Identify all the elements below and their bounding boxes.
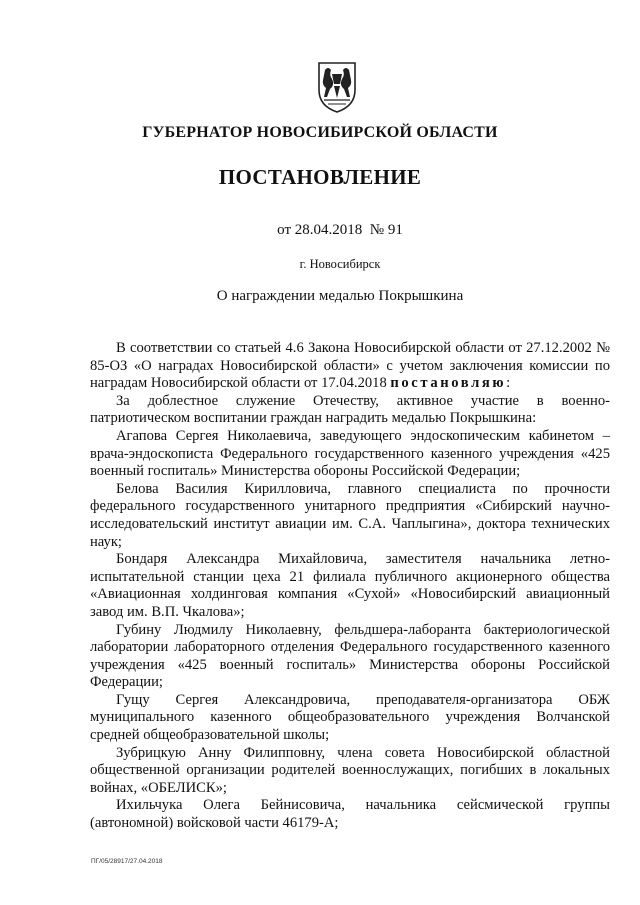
document-registration-code: ПГ/05/28917/27.04.2018	[91, 858, 163, 865]
document-date: от 28.04.2018	[277, 222, 363, 238]
decree-word: постановляю	[390, 375, 507, 392]
awardee-paragraph: Агапова Сергея Николаевича, заведующего эндоскопическим кабинетом – врача-эндоскописта Федерального государственного казенного учреждения «425 военный госпиталь» Министерства обороны Российской Федерации;	[90, 427, 610, 480]
date-number-line	[0, 222, 640, 239]
document-subject: О награждении медалью Покрышкина	[216, 288, 464, 304]
document-number: № 91	[369, 222, 403, 238]
awardee-paragraph: Бондаря Александра Михайловича, заместителя начальника летно-испытательной станции цеха 21 филиала публичного акционерного общества «Авиационная холдинговая компания «Сухой» «Новосибирский авиационный завод им. В.П. Чкалова»;	[90, 551, 610, 620]
awardee-paragraph: Гущу Сергея Александровича, преподавателя-организатора ОБЖ муниципального казенного общеобразовательного учреждения Волчанской средней общеобразовательной школы;	[90, 691, 610, 744]
preamble-paragraph	[90, 340, 610, 393]
preamble-text: В соответствии со статьей 4.6 Закона Новосибирской области от 27.12.2002 № 85-ОЗ «О наградах Новосибирской области» с учетом заключения комиссии по наградам Новосибирской области от 17.04.2018	[90, 340, 610, 392]
decree-colon: :	[506, 375, 511, 392]
issuing-authority: ГУБЕРНАТОР НОВОСИБИРСКОЙ ОБЛАСТИ	[142, 124, 498, 141]
award-intro-paragraph: За доблестное служение Отечеству, активное участие в военно-патриотическом воспитании граждан наградить медалью Покрышкина:	[90, 392, 610, 427]
awardee-paragraph: Зубрицкую Анну Филипповну, члена совета Новосибирской областной общественной организации родителей военнослужащих, погибших в локальных войнах, «ОБЕЛИСК»;	[90, 744, 610, 796]
coat-of-arms-icon	[316, 60, 358, 114]
document-body	[90, 340, 610, 833]
document-type-title: ПОСТАНОВЛЕНИЕ	[218, 165, 422, 189]
awardee-paragraph: Губину Людмилу Николаевну, фельдшера-лаборанта бактериологической лаборатории лабораторного отделения Федерального государственного казенного учреждения «425 военный госпиталь» Министерства обороны Российской Федерации;	[90, 621, 610, 691]
awardee-paragraph: Ихильчука Олега Бейнисовича, начальника сейсмической группы (автономной) войсковой части 46179-А;	[90, 797, 610, 832]
place-of-issue: г. Новосибирск	[299, 257, 381, 271]
awardee-paragraph: Белова Василия Кирилловича, главного специалиста по прочности федерального государственного унитарного предприятия «Сибирский научно-исследовательский институт авиации им. С.А. Чаплыгина», доктора технических наук;	[90, 480, 610, 550]
